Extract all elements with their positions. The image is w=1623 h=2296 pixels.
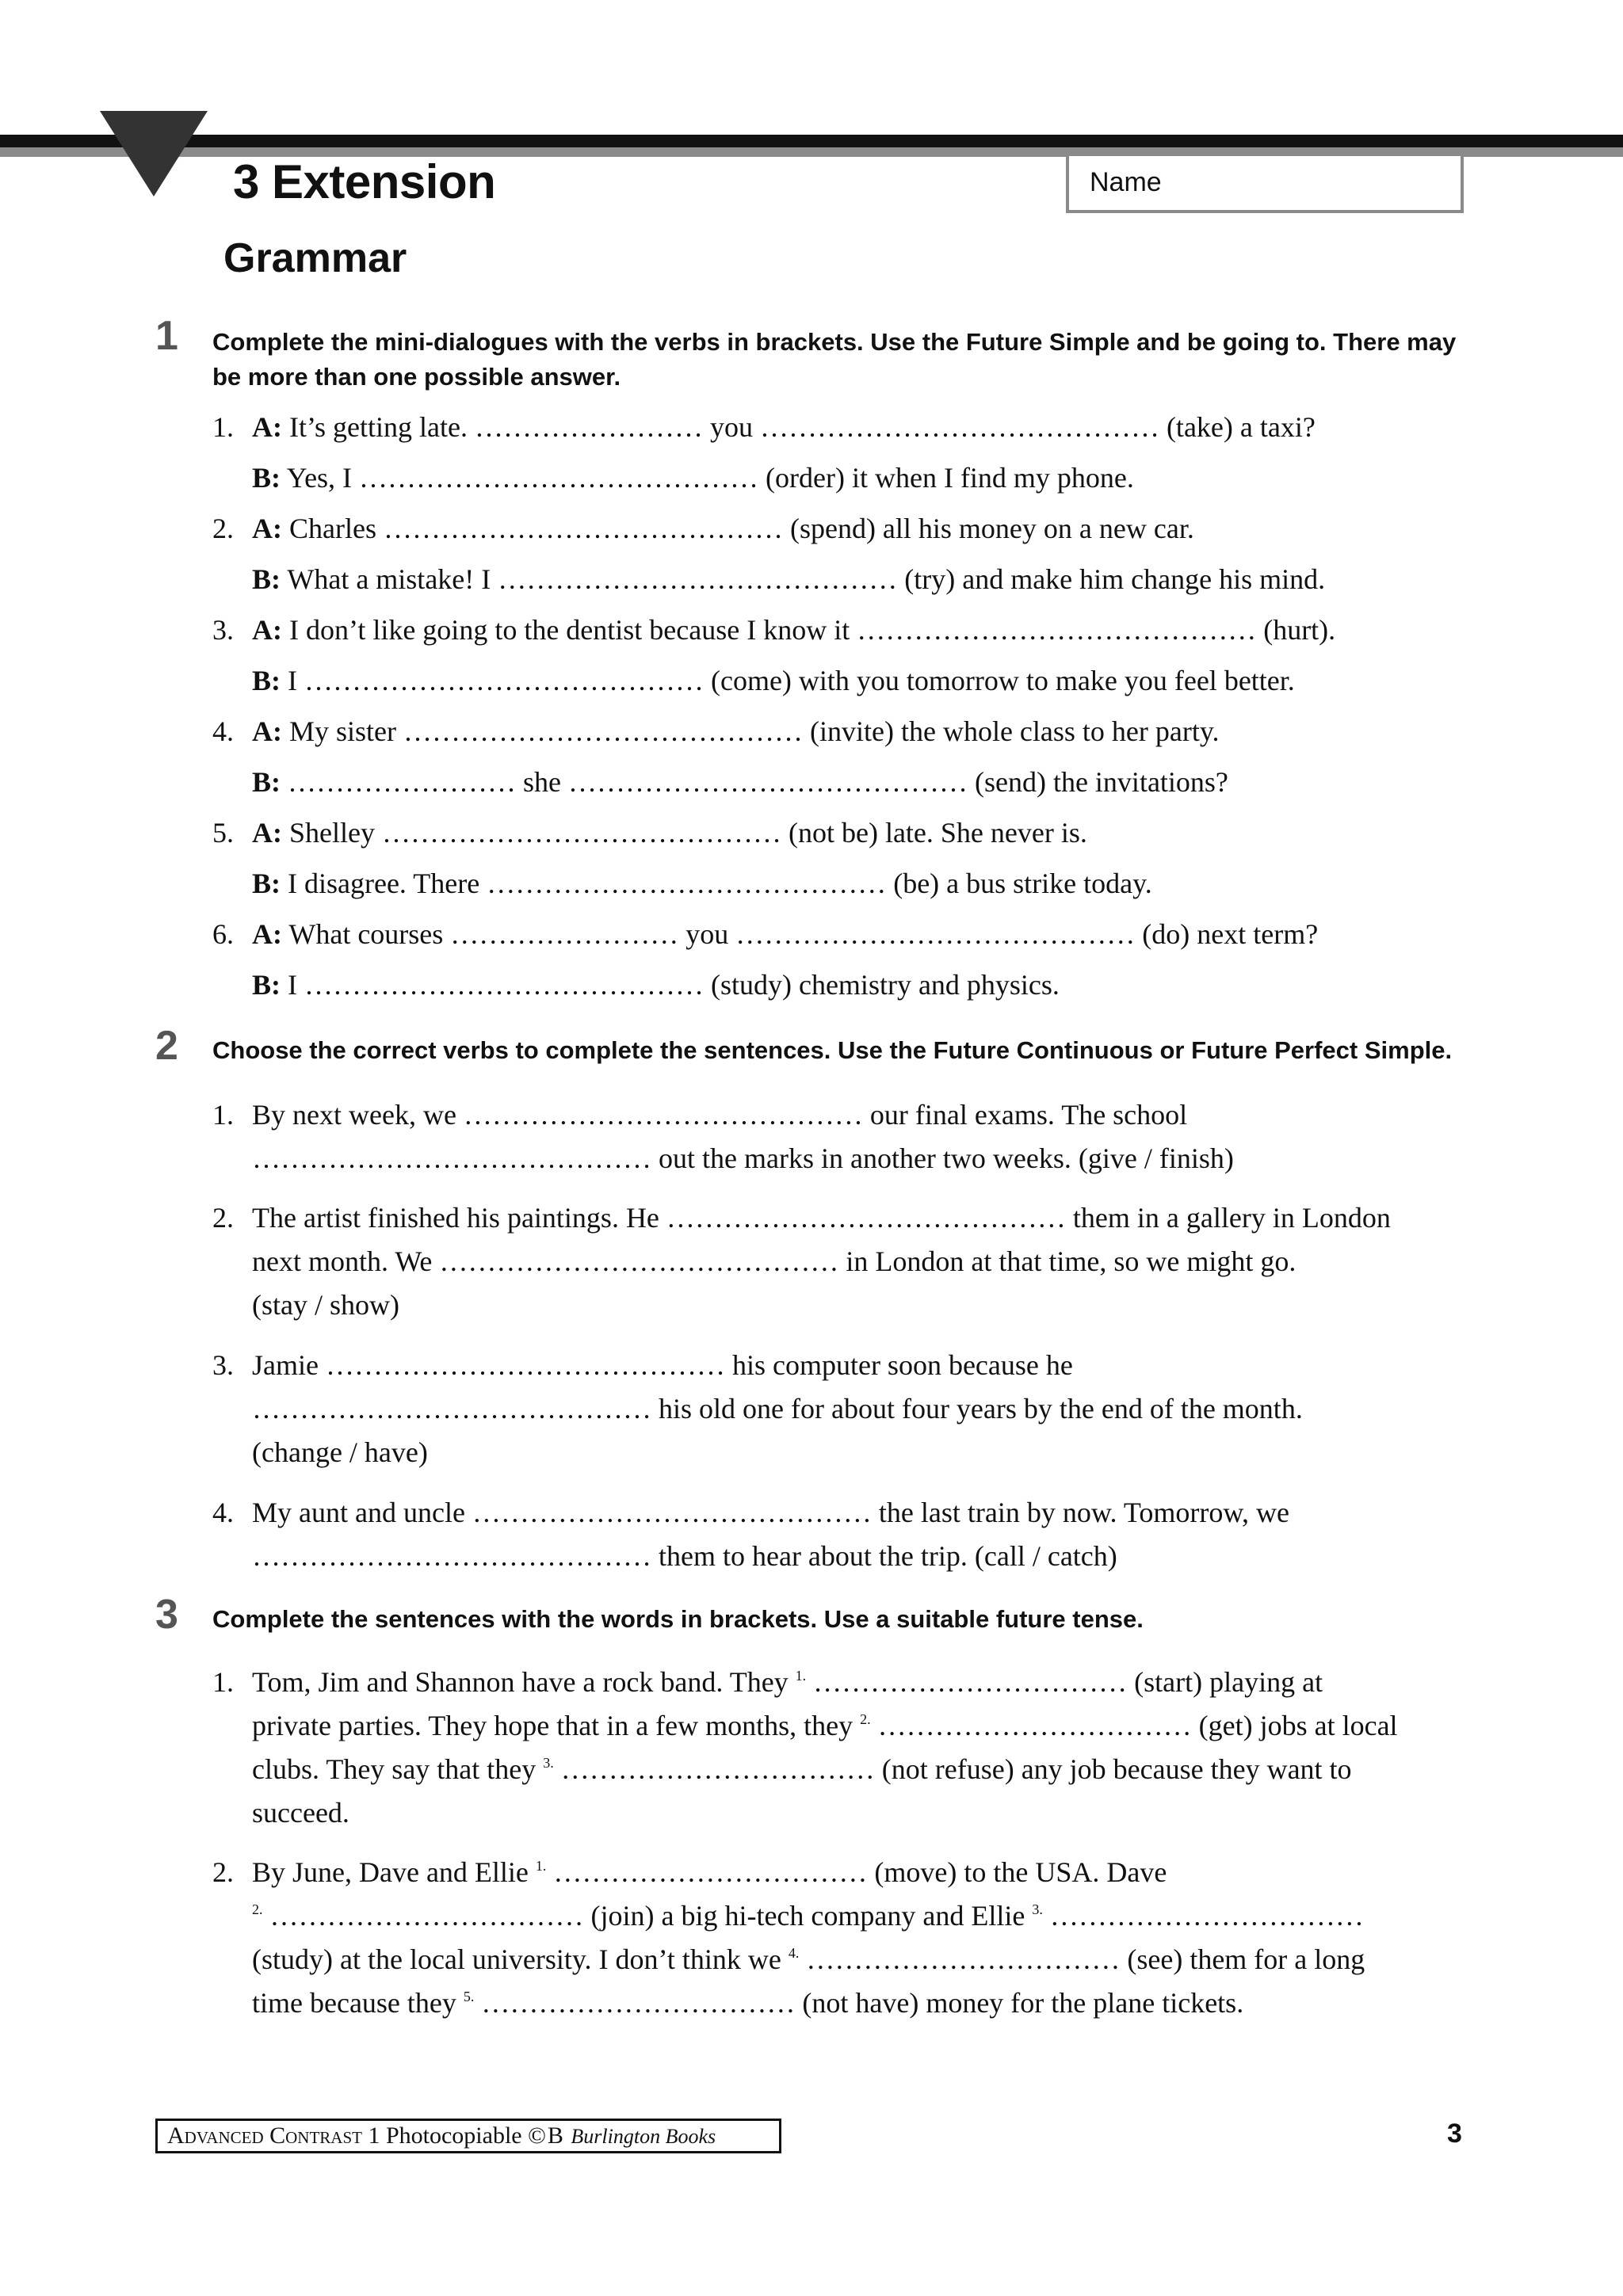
item-number: 1. <box>212 1666 234 1698</box>
item-line: Jamie …………………………………… his computer soon because he <box>252 1349 1073 1381</box>
item-line: succeed. <box>252 1797 349 1829</box>
item-line: …………………………………… out the marks in another two weeks. (give / finish) <box>252 1142 1234 1174</box>
item-line: $^{2.}$ …………………………… (join) a big hi-tech company and Ellie $^{3.}$ …………………………… <box>252 1900 1364 1932</box>
item-line: By June, Dave and Ellie $^{1.}$ …………………………… (move) to the USA. Dave <box>252 1856 1167 1888</box>
name-label: Name <box>1090 167 1162 197</box>
item-line: …………………………………… them to hear about the trip. (call / catch) <box>252 1540 1117 1572</box>
dialogue-line: 5. A: Shelley …………………………………… (not be) late. She never is. <box>212 817 1087 849</box>
page-number: 3 <box>1447 2119 1462 2149</box>
dialogue-line: 1. A: It’s getting late. …………………… you …………………………………… (take) a taxi? <box>212 411 1316 443</box>
photocopiable-label: Photocopiable <box>385 2122 522 2149</box>
item-number: 3. <box>212 1349 234 1381</box>
exercise-number: 1 <box>155 313 178 359</box>
item-line: (study) at the local university. I don’t think we $^{4.}$ …………………………… (see) them for a long <box>252 1943 1365 1975</box>
instruction-line: Complete the mini-dialogues with the verbs in brackets. Use the Future Simple and be going to. There may <box>212 328 1457 356</box>
header-triangle-icon <box>100 111 208 196</box>
name-field[interactable] <box>1066 156 1464 213</box>
item-line: (stay / show) <box>252 1289 399 1321</box>
dialogue-line: B: I disagree. There …………………………………… (be) a bus strike today. <box>252 868 1152 899</box>
section-title: Grammar <box>223 235 407 281</box>
item-line: My aunt and uncle …………………………………… the last train by now. Tomorrow, we <box>252 1497 1289 1528</box>
item-line: (change / have) <box>252 1436 428 1468</box>
item-number: 2. <box>212 1202 234 1234</box>
dialogue-line: 4. A: My sister …………………………………… (invite) the whole class to her party. <box>212 715 1220 747</box>
dialogue-line: 2. A: Charles …………………………………… (spend) all his money on a new car. <box>212 513 1194 544</box>
dialogue-line: B: I …………………………………… (study) chemistry and physics. <box>252 969 1060 1001</box>
item-number: 1. <box>212 1099 234 1131</box>
item-line: time because they $^{5.}$ …………………………… (not have) money for the plane tickets. <box>252 1987 1244 2019</box>
series-name: Advanced Contrast 1 <box>167 2122 380 2149</box>
item-line: clubs. They say that they $^{3.}$ …………………………… (not refuse) any job because they want to <box>252 1753 1352 1785</box>
exercise-instruction: Choose the correct verbs to complete the sentences. Use the Future Continuous or Future Perfect Simple. <box>212 1036 1453 1064</box>
publisher-name: Burlington Books <box>571 2125 716 2148</box>
dialogue-line: B: What a mistake! I …………………………………… (try) and make him change his mind. <box>252 563 1326 595</box>
item-line: Tom, Jim and Shannon have a rock band. They $^{1.}$ …………………………… (start) playing at <box>252 1666 1323 1698</box>
instruction-line: be more than one possible answer. <box>212 363 621 391</box>
item-line: next month. We …………………………………… in London at that time, so we might go. <box>252 1245 1296 1277</box>
exercise-instruction <box>212 325 1465 395</box>
unit-title: 3 Extension <box>233 155 496 208</box>
publisher-logo-icon: B <box>547 2122 563 2149</box>
item-line: private parties. They hope that in a few months, they $^{2.}$ …………………………… (get) jobs at local <box>252 1710 1398 1741</box>
dialogue-line: B: …………………… she …………………………………… (send) the invitations? <box>252 766 1228 798</box>
item-line: The artist finished his paintings. He …………………………………… them in a gallery in London <box>252 1202 1391 1234</box>
item-line: By next week, we …………………………………… our final exams. The school <box>252 1099 1188 1131</box>
copyright-symbol: © <box>528 2122 546 2149</box>
item-number: 4. <box>212 1497 234 1528</box>
header-band <box>0 135 1623 147</box>
dialogue-line: B: Yes, I …………………………………… (order) it when I find my phone. <box>252 462 1134 494</box>
item-line: …………………………………… his old one for about four years by the end of the month. <box>252 1393 1303 1425</box>
dialogue-line: B: I …………………………………… (come) with you tomorrow to make you feel better. <box>252 665 1295 696</box>
dialogue-line: 3. A: I don’t like going to the dentist because I know it …………………………………… (hurt). <box>212 614 1336 646</box>
exercise-number: 2 <box>155 1023 178 1069</box>
exercise-instruction: Complete the sentences with the words in brackets. Use a suitable future tense. <box>212 1605 1144 1633</box>
dialogue-line: 6. A: What courses …………………… you …………………………………… (do) next term? <box>212 918 1319 950</box>
exercise-number: 3 <box>155 1592 178 1638</box>
footer-copyright-box <box>155 2119 781 2153</box>
item-number: 2. <box>212 1856 234 1888</box>
